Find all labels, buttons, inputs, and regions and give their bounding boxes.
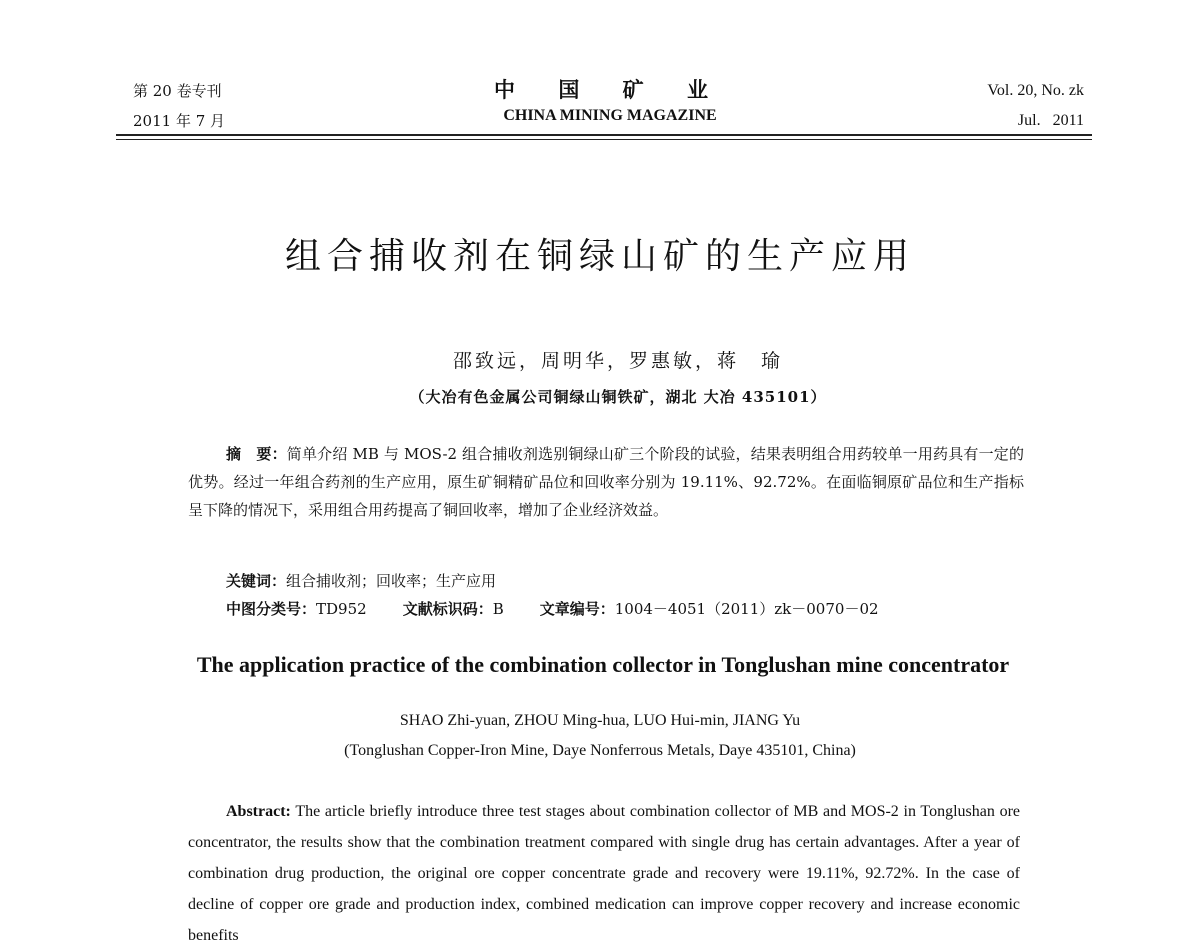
authors-cn: 邵致远，周明华，罗惠敏，蒋 瑜 [452,350,783,372]
abstract-en [188,796,1020,951]
abstract-cn [188,440,1024,524]
affiliation-cn: （大冶有色金属公司铜绿山铜铁矿，湖北 大冶 435101） [409,388,827,406]
header-volume: 第 20 卷专刊 [133,82,222,100]
clc-label: 中图分类号： [226,600,317,618]
article-title-cn: 组合捕收剂在铜绿山矿的生产应用 [284,236,915,277]
header-rule-thin [116,139,1092,140]
abstract-en-label: Abstract: [226,803,291,820]
doc-code-label: 文献标识码： [402,600,493,618]
article-title-en: The application practice of the combination collector in Tonglushan mine concentrator [196,652,1010,677]
article-number-value: 1004－4051（2011）zk－0070－02 [614,600,879,618]
keywords-label: 关键词： [226,572,287,590]
abstract-cn-text: 简单介绍 MB 与 MOS-2 组合捕收剂选别铜绿山矿三个阶段的试验，结果表明组合用药较单一用药具有一定的优势。经过一年组合药剂的生产应用，原生矿铜精矿品位和回收率分别为 19.11%、92.72%。在面临铜原矿品位和生产指标呈下降的情况下，采用组合用药提高了铜回收率，增加了企业经济效益。 [188,445,1024,519]
header-issue-info [987,76,1084,136]
keywords-text: 组合捕收剂；回收率；生产应用 [286,572,497,590]
header-month-year: Jul. 2011 [1017,112,1084,129]
journal-name-en: CHINA MINING MAGAZINE [503,107,717,124]
doc-code-value: B [492,600,504,618]
authors-en: SHAO Zhi-yuan, ZHOU Ming-hua, LUO Hui-min, JIANG Yu [399,712,801,729]
classification-line [226,595,879,623]
header-date: 2011 年 7 月 [133,112,226,130]
abstract-cn-label: 摘 要： [226,445,287,463]
abstract-en-text: The article briefly introduce three test stages about combination collector of MB and MOS-2 in Tonglushan ore concentrator, the results show that the combination treatment compared with single drug has certain advantages. After a year of combination drug production, the original ore copper concentrate grade and recovery were 19.11%, 92.72%. In the case of decline of copper ore grade and production index, combined medication can improve copper recovery and increase economic benefits [188,803,1020,944]
keywords-cn [226,567,496,595]
affiliation-en: (Tonglushan Copper-Iron Mine, Daye Nonferrous Metals, Daye 435101, China) [344,742,856,759]
header-vol-no: Vol. 20, No. zk [987,82,1084,99]
clc-value: TD952 [316,600,367,618]
article-number-label: 文章编号： [539,600,615,618]
header-rule-thick [116,134,1092,136]
journal-name-cn: 中 国 矿 业 [494,78,726,102]
